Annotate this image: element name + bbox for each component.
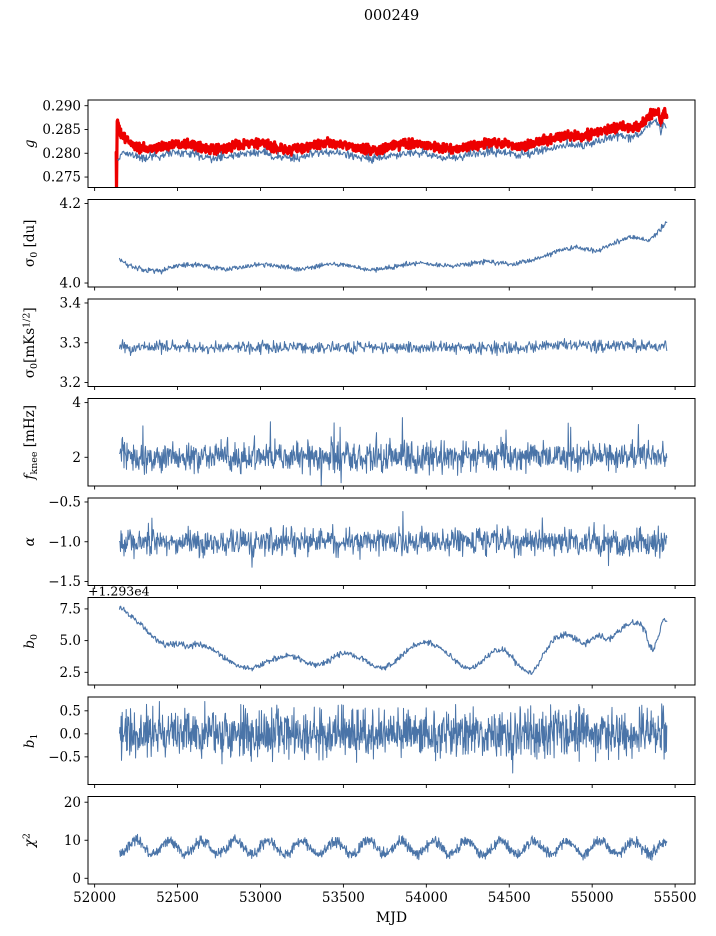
x-tick-label: 53500 (321, 890, 365, 906)
x-tick-label: 52500 (156, 890, 200, 906)
y-tick-label: 0 (72, 870, 81, 887)
series-fknee (120, 418, 667, 486)
series-sigma0-du (120, 222, 667, 274)
series-b0 (120, 606, 667, 674)
panel-g (22, 98, 695, 191)
y-axis-label-g: g (22, 139, 38, 149)
y-tick-label: 3.4 (59, 295, 81, 312)
y-tick-label: 0.0 (59, 726, 81, 743)
y-axis-label-fknee: $f_{knee}$ [mHz] (22, 405, 40, 480)
series-b1 (120, 701, 667, 773)
y-tick-label: 4.2 (59, 196, 81, 213)
axes-border (88, 200, 695, 288)
series-sigma0-mks (120, 339, 667, 356)
series-alpha (120, 512, 667, 568)
x-tick-label: 52000 (73, 890, 117, 906)
panel-alpha (22, 495, 695, 591)
y-tick-label: 0.290 (42, 98, 81, 115)
y-tick-label: 0.280 (42, 145, 81, 162)
y-tick-label: 4.0 (59, 275, 81, 292)
y-tick-label: −0.5 (48, 494, 81, 511)
y-tick-label: 5.0 (59, 633, 81, 650)
x-tick-label: 55000 (570, 890, 614, 906)
y-tick-label: 0.285 (42, 122, 81, 139)
axes-border (88, 399, 695, 487)
y-tick-label: 0.275 (42, 169, 81, 186)
panel-b0 (22, 584, 695, 689)
axis-offset-text: +1.293e4 (88, 583, 150, 599)
y-tick-label: 7.5 (59, 601, 81, 618)
panel-b1 (22, 697, 695, 788)
figure-title: 000249 (363, 8, 420, 24)
series-chi2 (120, 834, 667, 860)
panel-sigma0-mks (22, 296, 696, 392)
axes-border (88, 598, 695, 686)
y-axis-label-chi2: $\chi^2$ (21, 833, 38, 848)
y-axis-label-alpha: α (22, 537, 38, 547)
series-g-raw-red (116, 108, 667, 190)
axes-border (88, 299, 695, 387)
y-tick-label: 2 (72, 449, 81, 466)
y-axis-label-b0: $b_0$ (22, 633, 40, 649)
y-tick-label: −0.5 (48, 749, 81, 766)
y-axis-label-b1: $b_1$ (22, 733, 40, 749)
y-tick-label: −1.5 (48, 574, 81, 591)
x-tick-label: 55500 (653, 890, 697, 906)
y-tick-label: 3.3 (59, 335, 81, 352)
y-tick-label: −1.0 (48, 534, 81, 551)
y-tick-label: 3.2 (59, 375, 81, 392)
panel-sigma0-du (22, 196, 695, 292)
y-tick-label: 20 (63, 794, 81, 811)
y-tick-label: 4 (72, 395, 81, 412)
y-tick-label: 0.5 (59, 703, 81, 720)
y-tick-label: 10 (63, 832, 81, 849)
y-axis-label-sigma0-mks: $\sigma_0[mKs^{1/2}]$ (21, 307, 40, 379)
y-tick-label: 2.5 (59, 664, 81, 681)
panel-chi2 (22, 795, 697, 906)
panel-fknee (22, 395, 695, 489)
x-tick-label: 53000 (239, 890, 282, 906)
x-axis-label: MJD (375, 910, 408, 926)
y-axis-label-sigma0-du: $\sigma_0$ [du] (22, 219, 40, 267)
x-tick-label: 54000 (404, 890, 448, 906)
x-tick-label: 54500 (487, 890, 531, 906)
